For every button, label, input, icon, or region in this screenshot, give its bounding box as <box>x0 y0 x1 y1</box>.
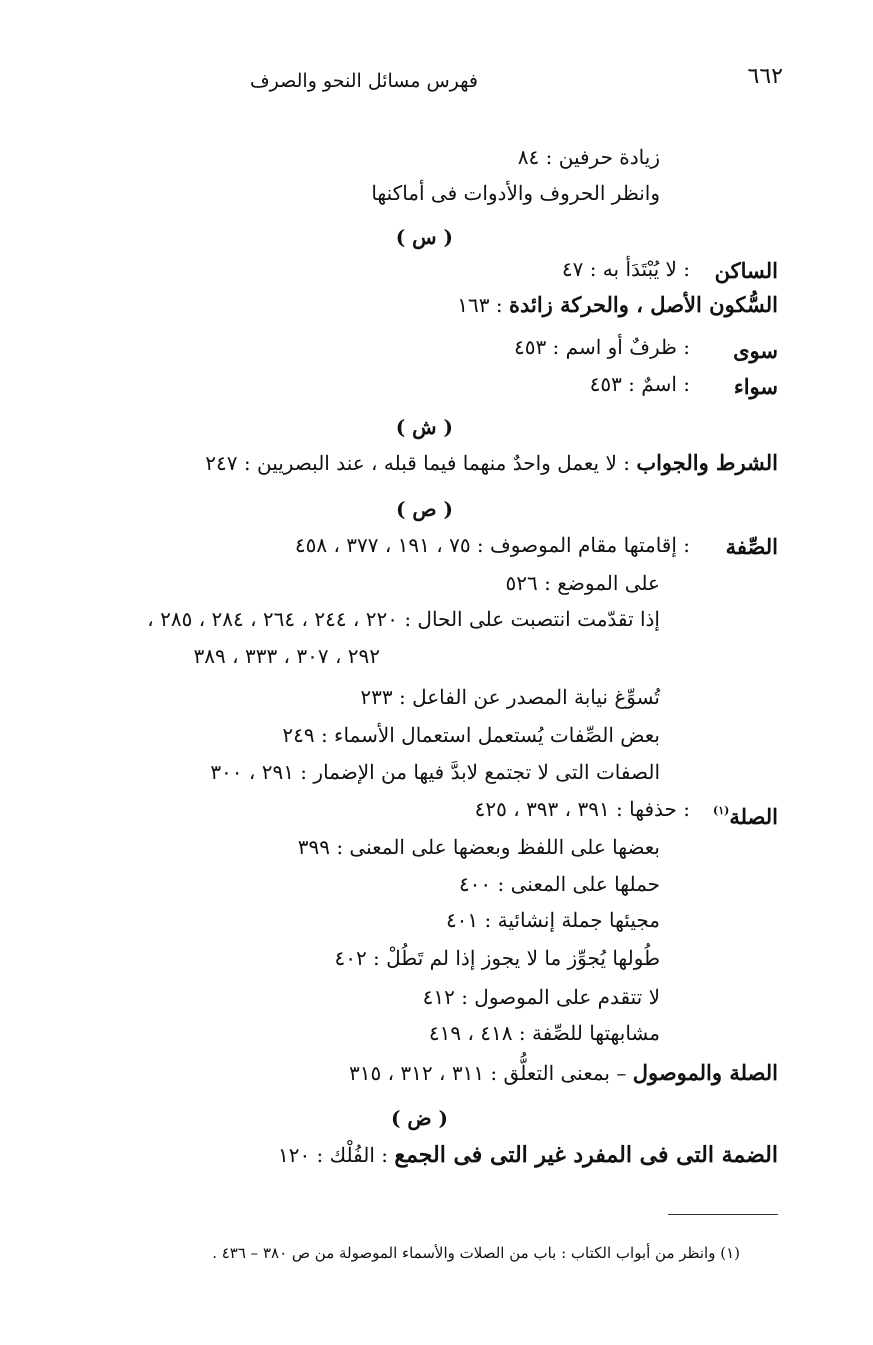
section-heading: ( س ) <box>395 225 453 249</box>
entry-text: : لا يعمل واحدٌ منهما فيما قبله ، عند البصريين : ٢٤٧ <box>205 451 630 475</box>
entry-text: : اسمٌ : ٤٥٣ <box>589 372 690 396</box>
entry-text: : حذفها : ٣٩١ ، ٣٩٣ ، ٤٢٥ <box>474 797 690 821</box>
entry-text: : الفُلْك : ١٢٠ <box>277 1143 388 1167</box>
entry-text: : ظرفٌ أو اسم : ٤٥٣ <box>513 335 690 359</box>
entry-line: طُولها يُجوِّز ما لا يجوز إذا لم تَطُلْ : ٤٠٢ <box>334 946 660 970</box>
entry-line: بعض الصِّفات يُستعمل استعمال الأسماء : ٢٤٩ <box>282 723 660 747</box>
entry-line: حملها على المعنى : ٤٠٠ <box>458 872 660 896</box>
entry-line: مشابهتها للصِّفة : ٤١٨ ، ٤١٩ <box>428 1021 660 1045</box>
headword: سواء <box>733 374 778 399</box>
section-heading: ( ش ) <box>395 415 453 439</box>
page-number: ٦٦٢ <box>747 64 783 89</box>
entry-text: : ١٦٣ <box>457 293 503 317</box>
entry-line: تُسوِّغ نيابة المصدر عن الفاعل : ٢٣٣ <box>360 685 660 709</box>
footnote-rule <box>668 1214 778 1215</box>
section-heading: ( ص ) <box>395 497 453 521</box>
headword: سوى <box>733 338 778 363</box>
footnote: (١) وانظر من أبواب الكتاب : باب من الصلات والأسماء الموصولة من ص ٣٨٠ – ٤٣٦ . <box>212 1244 740 1262</box>
entry-line: إذا تقدّمت انتصبت على الحال : ٢٢٠ ، ٢٤٤ ، ٢٦٤ ، ٢٨٤ ، ٢٨٥ ، <box>147 607 660 631</box>
entry-line: على الموضع : ٥٢٦ <box>505 571 660 595</box>
entry-line: الصفات التى لا تجتمع لابدَّ فيها من الإضمار : ٢٩١ ، ٣٠٠ <box>210 760 660 784</box>
entry-line <box>457 290 778 320</box>
entry-line <box>205 448 778 478</box>
running-title: فهرس مسائل النحو والصرف <box>249 70 478 92</box>
headword <box>713 796 778 832</box>
entry-text: : لا يُبْتَدَأ به : ٤٧ <box>561 257 690 281</box>
headword: الشرط والجواب <box>636 450 778 475</box>
headword: الضمة التى فى المفرد غير التى فى الجمع <box>394 1142 778 1168</box>
entry-line: زيادة حرفين : ٨٤ <box>517 145 660 169</box>
entry-text: – بمعنى التعلُّق : ٣١١ ، ٣١٢ ، ٣١٥ <box>349 1061 627 1085</box>
headword: الصلة والموصول <box>632 1060 778 1085</box>
section-heading: ( ض ) <box>390 1106 448 1130</box>
headword: الساكن <box>714 258 778 283</box>
entry-line <box>278 1140 778 1170</box>
entry-line: ٢٩٢ ، ٣٠٧ ، ٣٣٣ ، ٣٨٩ <box>193 644 380 668</box>
footnote-marker: (١) <box>712 804 730 817</box>
entry-line <box>349 1058 778 1088</box>
entry-text: : إقامتها مقام الموصوف : ٧٥ ، ١٩١ ، ٣٧٧ ، ٤٥٨ <box>294 533 690 557</box>
entry-line: وانظر الحروف والأدوات فى أماكنها <box>371 181 660 205</box>
headword-text: الصلة <box>729 804 778 829</box>
headword: الصِّفة <box>725 534 778 559</box>
headword: السُّكون الأصل ، والحركة زائدة <box>508 292 778 317</box>
entry-line: لا تتقدم على الموصول : ٤١٢ <box>422 985 660 1009</box>
entry-line: مجيئها جملة إنشائية : ٤٠١ <box>445 908 660 932</box>
entry-line: بعضها على اللفظ وبعضها على المعنى : ٣٩٩ <box>297 835 660 859</box>
